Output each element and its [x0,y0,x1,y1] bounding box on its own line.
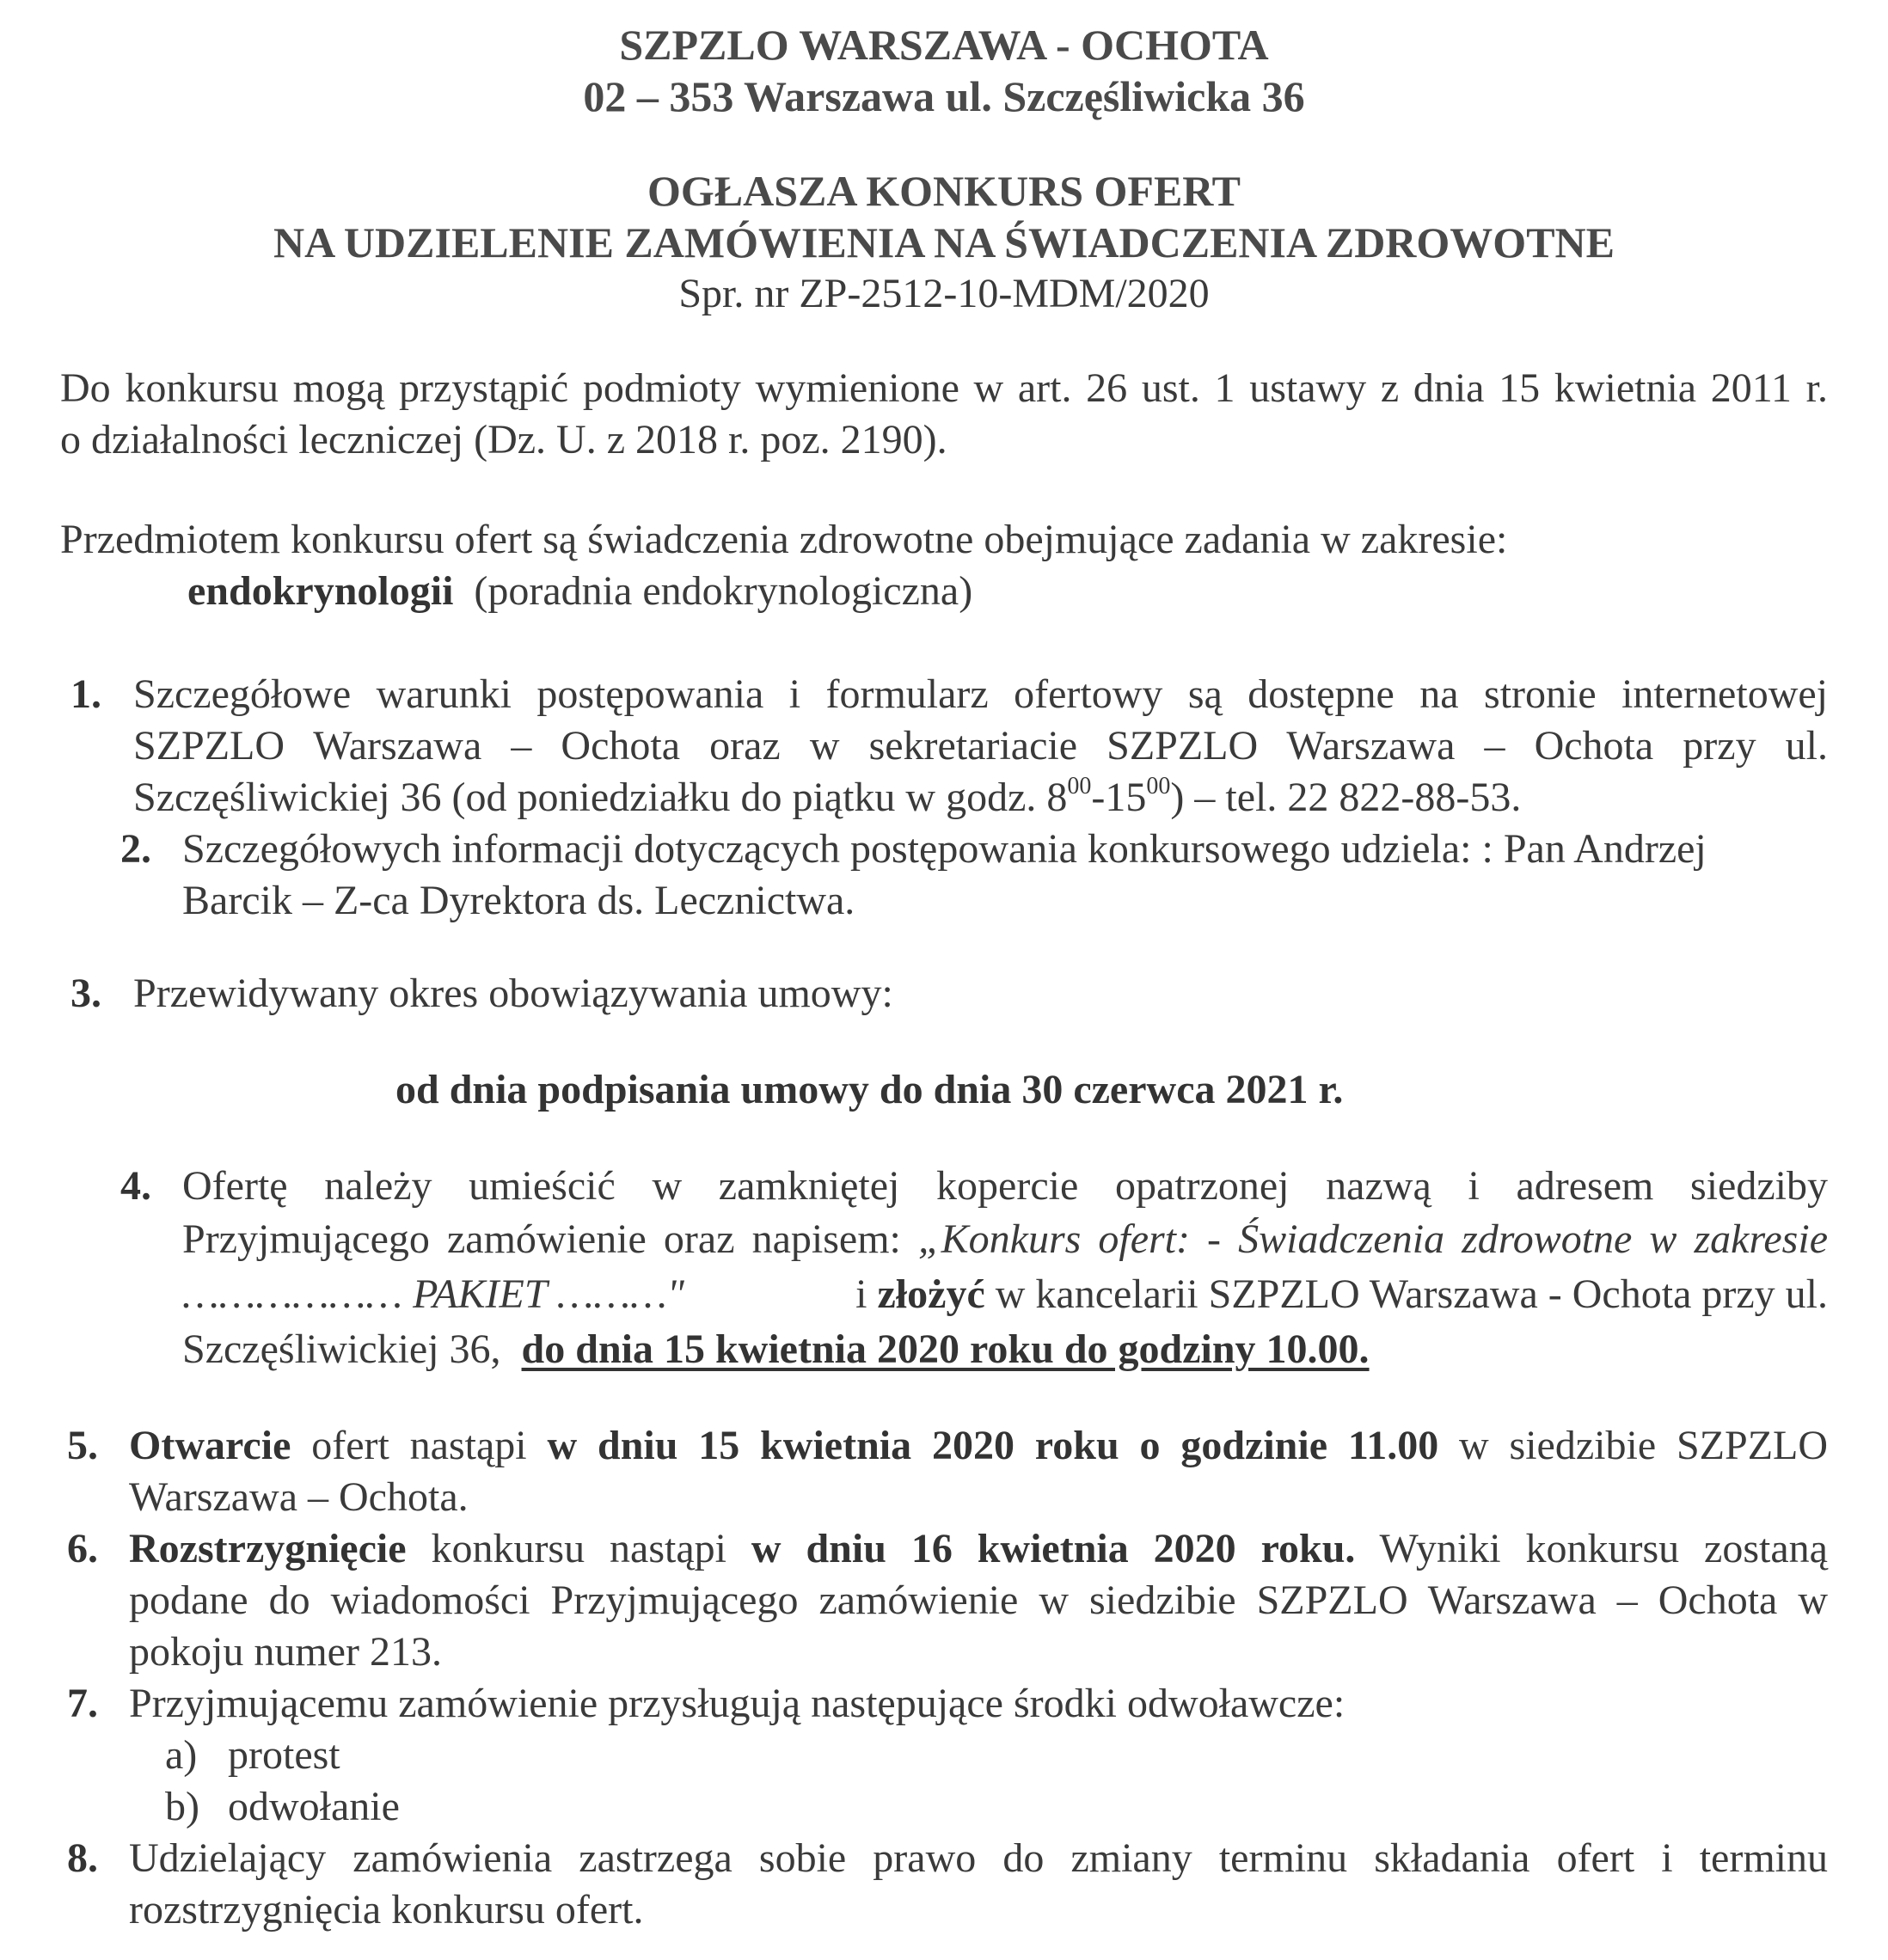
item-7-option-a-label: a) [165,1732,198,1778]
item-4-package-label: ……………… PAKIET ………" [182,1271,684,1317]
item-7-option-a: protest [228,1732,340,1778]
item-5-number: 5. [67,1423,98,1468]
item-5-date: w dniu 15 kwietnia 2020 roku o godzinie 11.00 [547,1423,1439,1468]
item-6-line-1 [129,1523,1828,1575]
announcement-subtitle: NA UDZIELENIE ZAMÓWIENIA NA ŚWIADCZENIA ZDROWOTNE [273,218,1615,266]
case-number: Spr. nr ZP-2512-10-MDM/2020 [678,271,1210,316]
item-6-text: konkursu nastąpi [406,1526,751,1571]
item-2-line-2: Barcik – Z-ca Dyrektora ds. Lecznictwa. [182,878,855,923]
item-1-hours-sup-2: 00 [1146,773,1171,799]
item-6-number: 6. [67,1526,98,1571]
subject-field-rest: (poradnia endokrynologiczna) [474,568,973,614]
item-3-period: od dnia podpisania umowy do dnia 30 czerwca 2021 r. [395,1067,1344,1112]
item-1-hours-text: Szczęśliwickiej 36 (od poniedziałku do piątku w godz. 8 [133,775,1068,820]
item-5-text: ofert nastąpi [291,1423,548,1468]
subject-line: Przedmiotem konkursu ofert są świadczenia zdrowotne obejmujące zadania w zakresie: [60,517,1508,562]
item-4-line-4 [182,1324,1370,1375]
org-name: SZPZLO WARSZAWA - OCHOTA [619,21,1269,69]
item-4-line-3-end [741,1269,1828,1320]
item-3-line-1: Przewidywany okres obowiązywania umowy: [133,971,893,1016]
item-5-line-1 [129,1420,1828,1472]
item-4-street: Szczęśliwickiej 36, [182,1326,512,1372]
item-4-line-1: Ofertę należy umieścić w zamkniętej kopercie opatrzonej nazwą i adresem siedziby [182,1163,1828,1209]
item-4-line-3 [182,1269,684,1320]
item-7-line-1: Przyjmującemu zamówienie przysługują następujące środki odwoławcze: [129,1681,1346,1726]
item-4-deadline: do dnia 15 kwietnia 2020 roku do godziny 10.00. [521,1326,1370,1372]
intro-line-1: Do konkursu mogą przystąpić podmioty wymienione w art. 26 ust. 1 ustawy z dnia 15 kwietnia 2011 r. [60,365,1828,411]
item-4-submit-word: złożyć [877,1271,985,1317]
item-8-number: 8. [67,1835,98,1881]
item-4-and: i [855,1271,878,1317]
item-4-envelope-label: „Konkurs ofert: - Świadczenia zdrowotne w zakresie [917,1216,1829,1262]
item-5-place: w siedzibie SZPZLO [1438,1423,1828,1468]
item-6-line-2: podane do wiadomości Przyjmującego zamówienie w siedzibie SZPZLO Warszawa – Ochota w [129,1577,1828,1623]
item-2-line-1: Szczegółowych informacji dotyczących postępowania konkursowego udziela: : Pan Andrzej [182,826,1707,872]
item-6-date: w dniu 16 kwietnia 2020 roku. [751,1526,1356,1571]
item-4-line-2 [182,1214,1828,1265]
item-6-line-3: pokoju numer 213. [129,1629,442,1675]
item-1-phone: ) – tel. 22 822-88-53. [1170,775,1522,820]
item-1-line-3 [133,772,1521,824]
item-4-text: Przyjmującego zamówienie oraz napisem: [182,1216,918,1262]
item-1-line-2: SZPZLO Warszawa – Ochota oraz w sekretariacie SZPZLO Warszawa – Ochota przy ul. [133,723,1828,769]
item-1-line-1: Szczegółowe warunki postępowania i formularz ofertowy są dostępne na stronie internetowej [133,671,1828,717]
item-5-line-2: Warszawa – Ochota. [129,1474,469,1520]
item-1-number: 1. [70,671,101,717]
item-4-office: w kancelarii SZPZLO Warszawa - Ochota przy ul. [984,1271,1828,1317]
item-8-line-1: Udzielający zamówienia zastrzega sobie prawo do zmiany terminu składania ofert i terminu [129,1835,1828,1881]
item-8-line-2: rozstrzygnięcia konkursu ofert. [129,1887,644,1932]
intro-line-2: o działalności leczniczej (Dz. U. z 2018 r. poz. 2190). [60,417,947,462]
item-7-number: 7. [67,1681,98,1726]
item-7-option-b-label: b) [165,1784,199,1829]
item-3-number: 3. [70,971,101,1016]
item-5-opening: Otwarcie [129,1423,291,1468]
item-4-number: 4. [120,1163,151,1209]
item-7-option-b: odwołanie [228,1784,400,1829]
item-1-hours-sup-1: 00 [1067,773,1092,799]
item-2-number: 2. [120,826,151,872]
item-6-results: Wyniki konkursu zostaną [1355,1526,1828,1571]
subject-field-bold: endokrynologii [187,568,454,614]
announcement-title: OGŁASZA KONKURS OFERT [647,167,1241,215]
subject-field [187,566,972,617]
item-1-hours-to: -15 [1091,775,1147,820]
item-6-resolution: Rozstrzygnięcie [129,1526,407,1571]
org-address: 02 – 353 Warszawa ul. Szczęśliwicka 36 [583,72,1305,120]
